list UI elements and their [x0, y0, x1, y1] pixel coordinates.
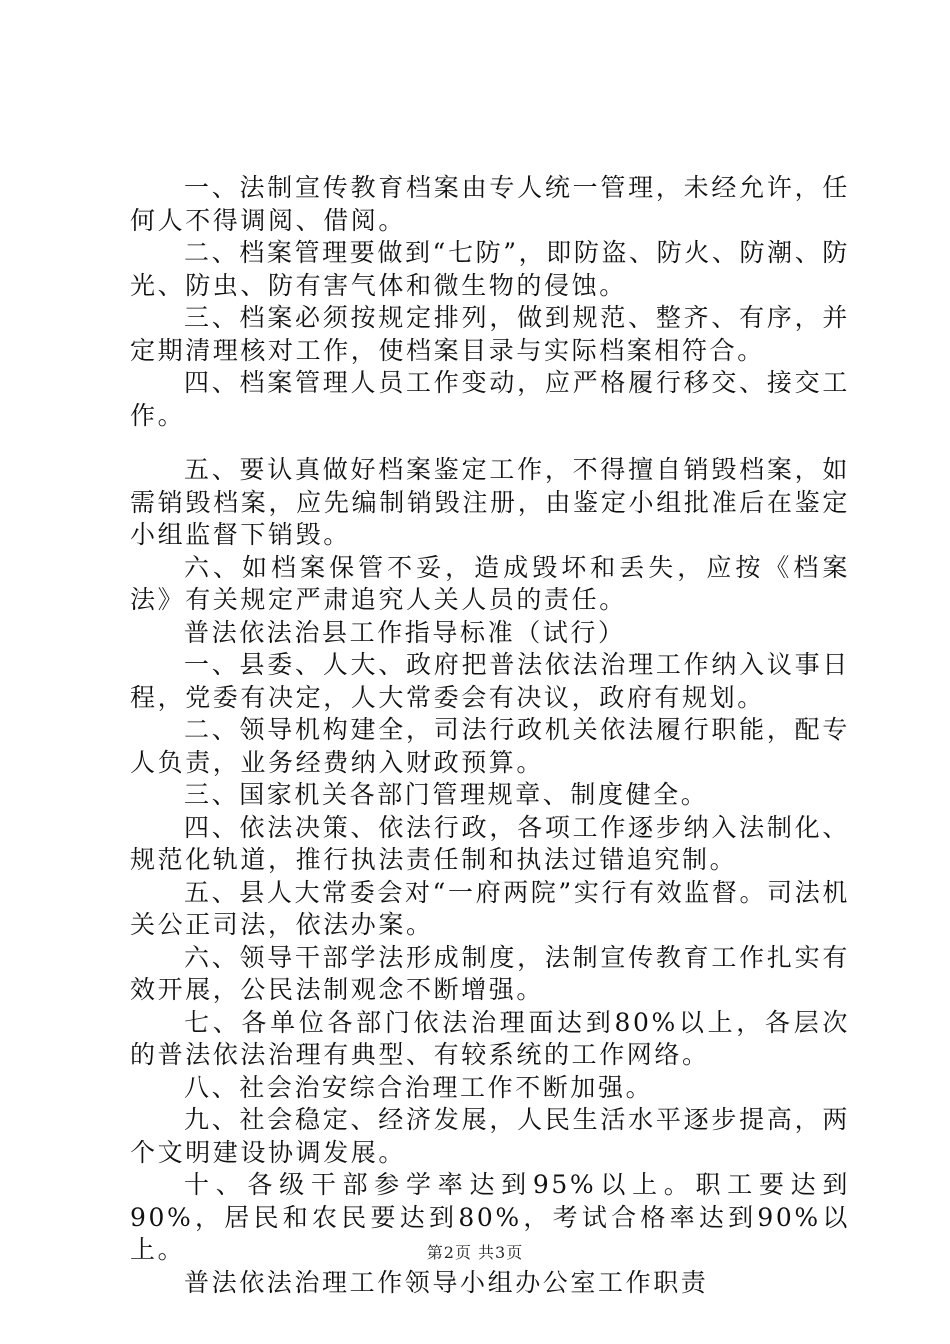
page-number-footer: 第2页 共3页: [426, 1243, 524, 1262]
paragraph: 八、社会治安综合治理工作不断加强。: [184, 1072, 654, 1102]
paragraph: 二、档案管理要做到“七防”，即防盗、防火、防潮、防光、防虫、防有害气体和微生物的侵蚀。: [130, 238, 850, 300]
paragraph: 六、领导干部学法形成制度，法制宣传教育工作扎实有效开展，公民法制观念不断增强。: [130, 942, 850, 1004]
section-heading: 普法依法治理工作领导小组办公室工作职责: [184, 1267, 709, 1297]
paragraph: 一、法制宣传教育档案由专人统一管理，未经允许，任何人不得调阅、借阅。: [130, 173, 850, 235]
paragraph: 四、档案管理人员工作变动，应严格履行移交、接交工作。: [130, 368, 850, 430]
paragraph: 五、要认真做好档案鉴定工作，不得擅自销毁档案，如需销毁档案，应先编制销毁注册，由鉴定小组批准后在鉴定小组监督下销毁。: [130, 455, 850, 549]
section-heading: 普法依法治县工作指导标准（试行）: [184, 617, 626, 647]
paragraph: 九、社会稳定、经济发展，人民生活水平逐步提高，两个文明建设协调发展。: [130, 1105, 850, 1167]
paragraph: 三、档案必须按规定排列，做到规范、整齐、有序，并定期清理核对工作，使档案目录与实际档案相符合。: [130, 303, 850, 365]
paragraph: 七、各单位各部门依法治理面达到80%以上，各层次的普法依法治理有典型、有较系统的工作网络。: [130, 1007, 850, 1069]
paragraph: 十、各级干部参学率达到95%以上。职工要达到90%，居民和农民要达到80%，考试合格率达到90%以上。: [130, 1170, 850, 1264]
document-body: [130, 172, 850, 1299]
paragraph: 六、如档案保管不妥，造成毁坏和丢失，应按《档案法》有关规定严肃追究人关人员的责任。: [130, 552, 850, 614]
paragraph: 一、县委、人大、政府把普法依法治理工作纳入议事日程，党委有决定，人大常委会有决议，政府有规划。: [130, 650, 850, 712]
paragraph: 二、领导机构建全，司法行政机关依法履行职能，配专人负责，业务经费纳入财政预算。: [130, 715, 850, 777]
paragraph: 三、国家机关各部门管理规章、制度健全。: [184, 780, 709, 809]
paragraph: 五、县人大常委会对“一府两院”实行有效监督。司法机关公正司法，依法办案。: [130, 877, 850, 939]
paragraph: 四、依法决策、依法行政，各项工作逐步纳入法制化、规范化轨道，推行执法责任制和执法过错追究制。: [130, 812, 850, 874]
